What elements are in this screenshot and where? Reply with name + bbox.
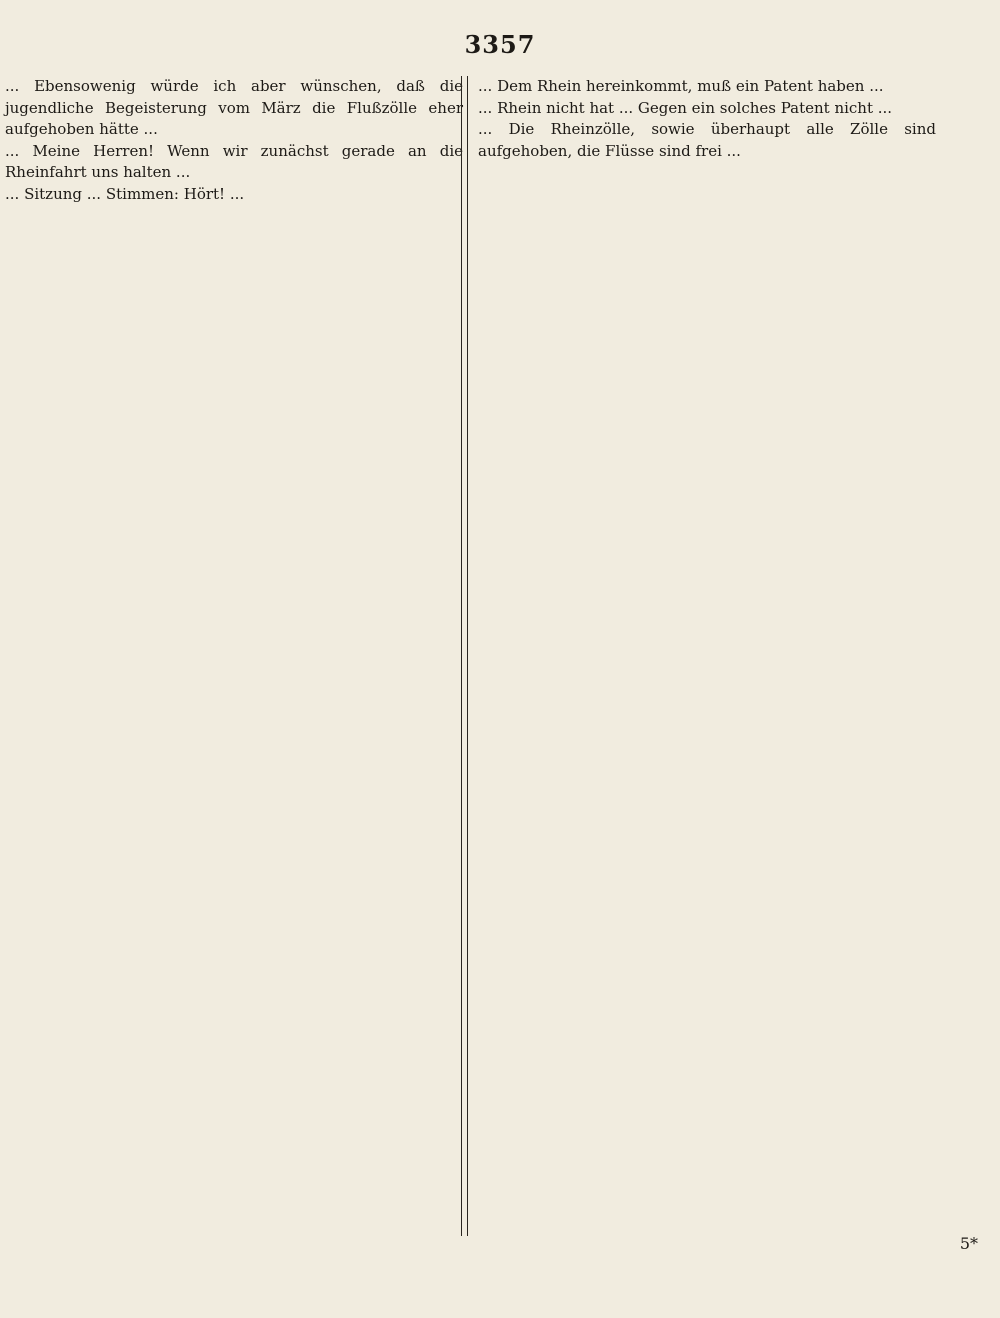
paragraph: ... Meine Herren! Wenn wir zunächst gerade an die Rheinfahrt uns halten ...: [5, 141, 463, 182]
page-number: 3357: [464, 30, 536, 59]
left-column: [5, 76, 463, 206]
paragraph: ... Die Rheinzölle, sowie überhaupt alle Zölle sind aufgehoben, die Flüsse sind frei ...: [478, 120, 936, 160]
paragraph: ... Dem Rhein hereinkommt, muß ein Patent haben ...: [478, 77, 884, 95]
right-column: [478, 76, 936, 162]
column-divider: [461, 76, 468, 1236]
signature-mark: 5*: [959, 1234, 978, 1253]
paragraph: ... Ebensowenig würde ich aber wünschen, daß die jugendliche Begeisterung vom März die Flußzölle eher aufgehoben hätte ...: [5, 77, 463, 139]
paragraph: ... Rhein nicht hat ... Gegen ein solches Patent nicht ...: [478, 98, 893, 117]
paragraph: ... Sitzung ... Stimmen: Hört! ...: [5, 184, 245, 203]
